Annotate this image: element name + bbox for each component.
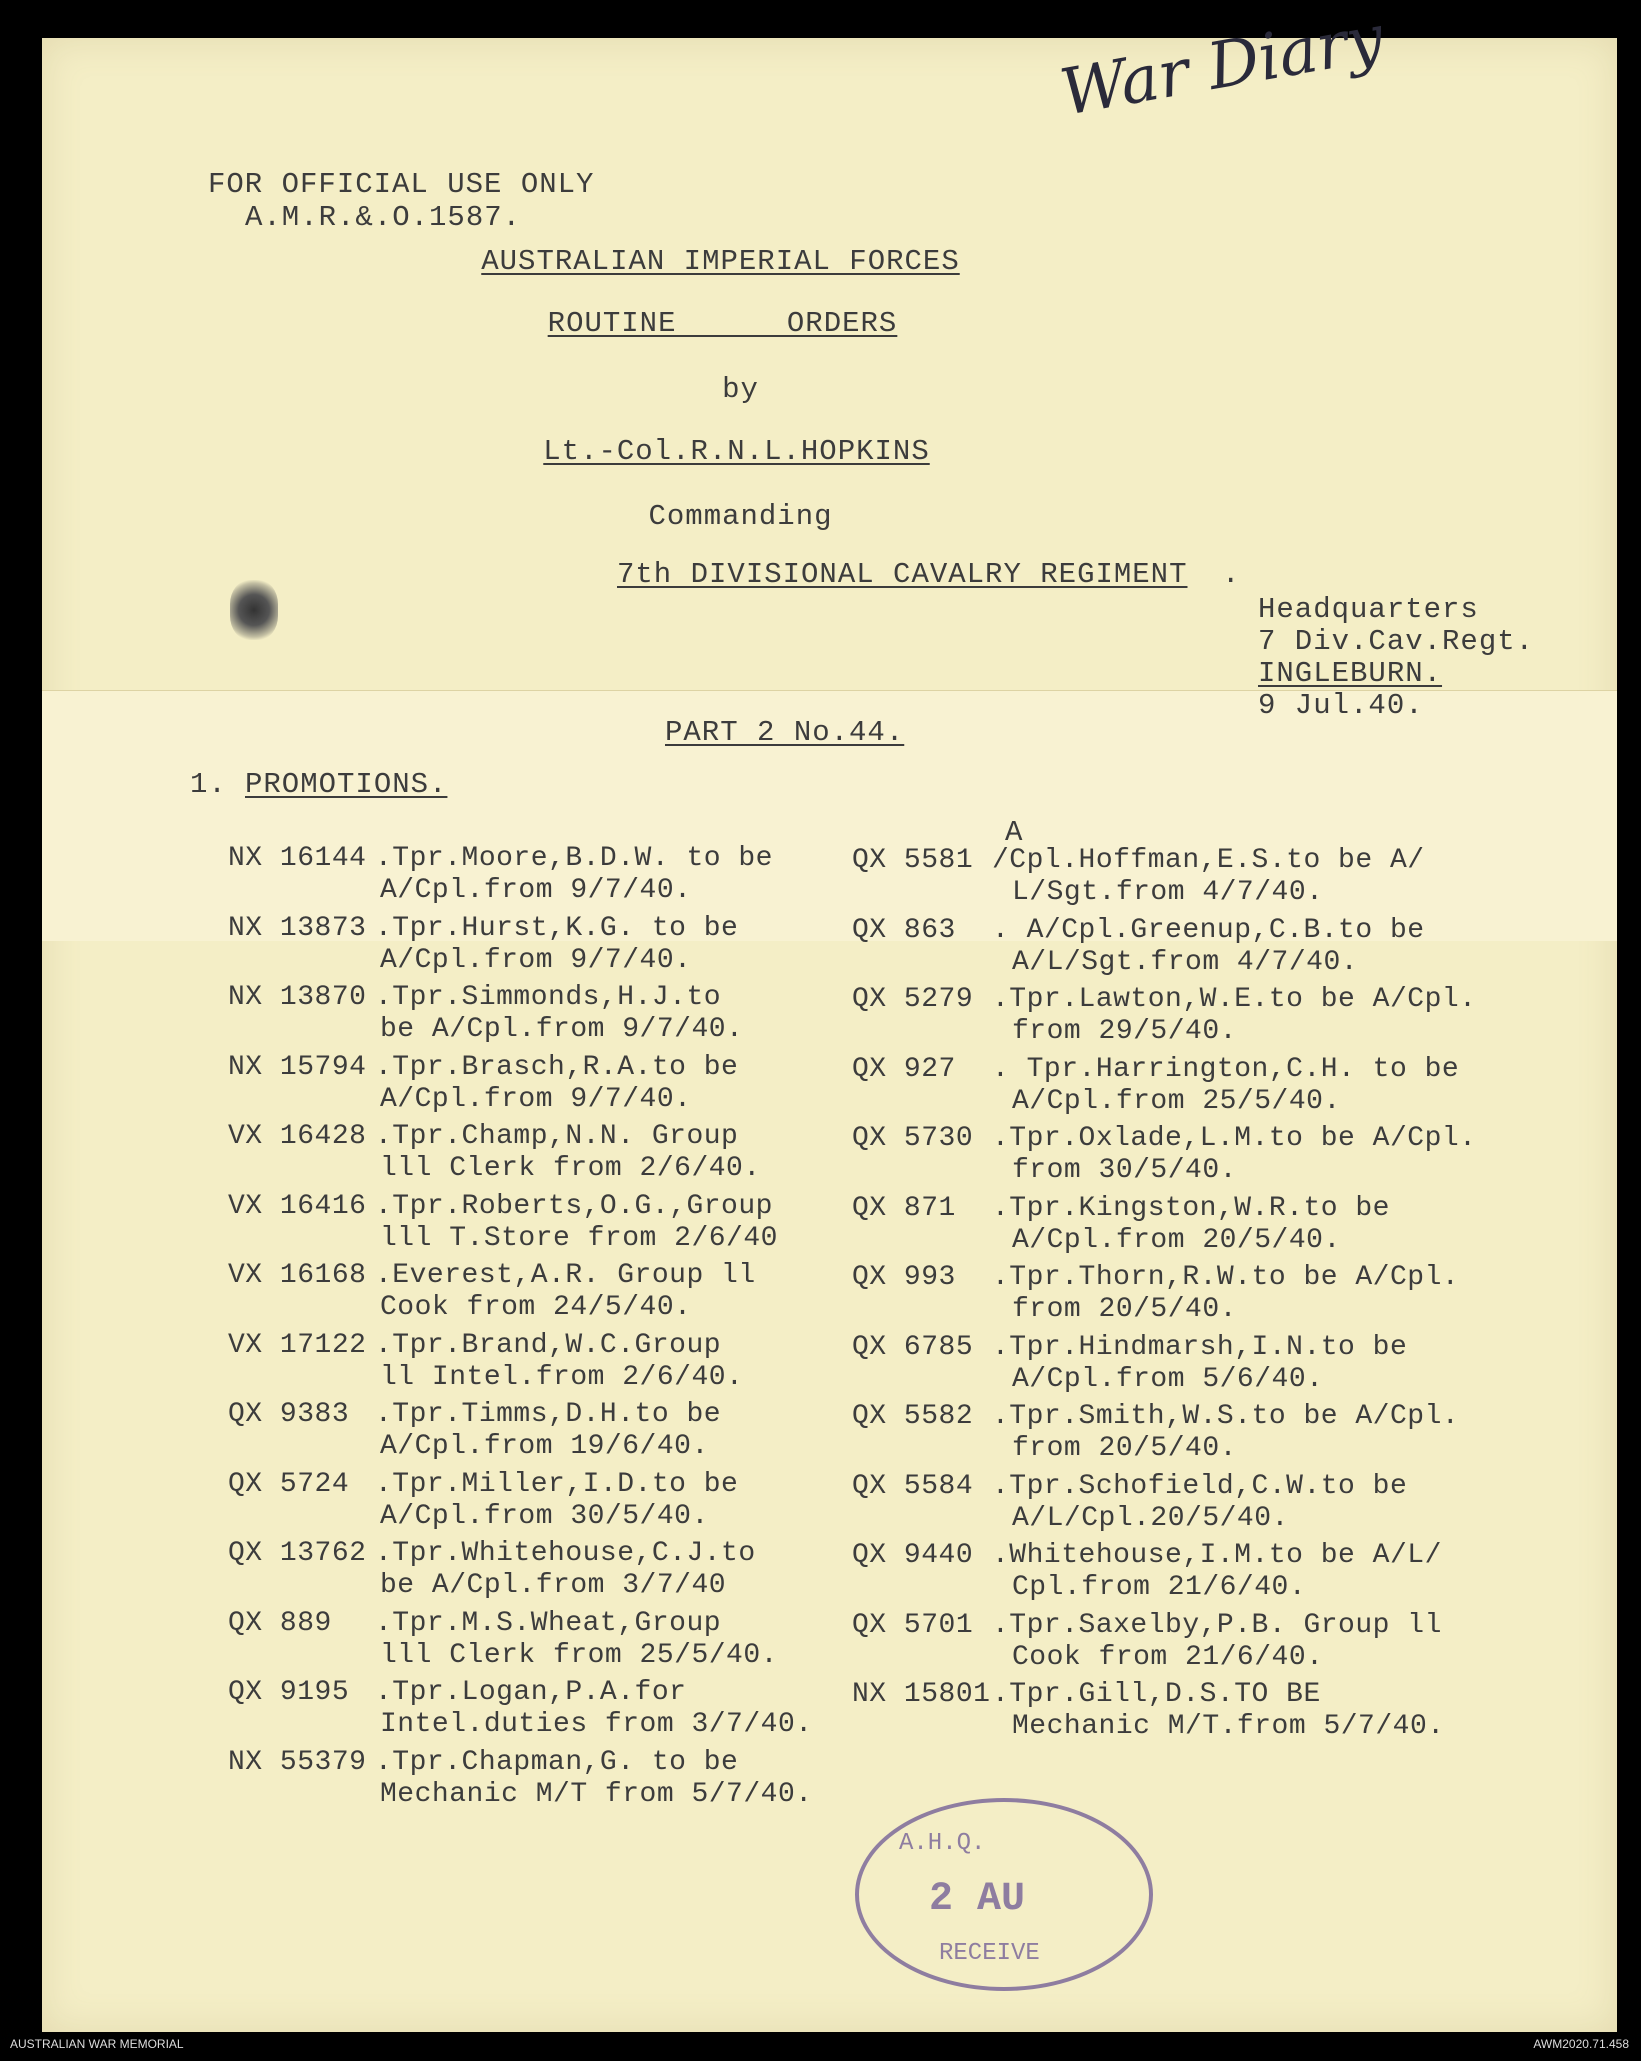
promotion-entry (228, 982, 743, 1046)
right-note-above: A (1005, 816, 1024, 849)
hq-line-4: 9 Jul.40. (1258, 689, 1424, 722)
promotion-entry (228, 1399, 721, 1463)
entry-line-1: .Tpr.Moore,B.D.W. to be (375, 843, 773, 874)
document-title: AUSTRALIAN IMPERIAL FORCES (481, 245, 960, 278)
entry-line-1: .Tpr.Saxelby,P.B. Group ll (992, 1609, 1442, 1641)
section-number: 1. (190, 768, 227, 801)
service-number: VX 16428 (228, 1121, 367, 1152)
unit-name: 7th DIVISIONAL CAVALRY REGIMENT (617, 558, 1188, 591)
entry-line-1: .Tpr.Schofield,C.W.to be (992, 1470, 1408, 1502)
handwritten-note: War Diary (1055, 1, 1389, 131)
service-number: QX 993 (852, 1262, 956, 1293)
service-number: VX 16168 (228, 1260, 367, 1291)
entry-line-1: .Everest,A.R. Group ll (375, 1260, 756, 1291)
promotion-entry (852, 915, 1425, 979)
service-number: QX 5582 (852, 1401, 974, 1432)
service-number: QX 9440 (852, 1540, 974, 1571)
entry-line-1: /Cpl.Hoffman,E.S.to be A/ (992, 845, 1425, 876)
entry-line-1: .Tpr.Smith,W.S.to be A/Cpl. (992, 1401, 1460, 1432)
entry-line-2: from 30/5/40. (1012, 1155, 1237, 1186)
entry-line-2: A/Cpl.from 9/7/40. (380, 1083, 692, 1115)
promotion-entry (852, 1471, 1407, 1535)
entry-line-1: . A/Cpl.Greenup,C.B.to be (992, 914, 1425, 946)
entry-line-2: lll T.Store from 2/6/40 (380, 1222, 778, 1254)
service-number: QX 9195 (228, 1677, 350, 1708)
entry-line-2: lll Clerk from 2/6/40. (380, 1153, 761, 1184)
part-number: PART 2 No.44. (665, 716, 905, 749)
entry-line-2: A/Cpl.from 9/7/40. (380, 944, 692, 976)
service-number: QX 889 (228, 1607, 332, 1639)
service-number: QX 863 (852, 914, 956, 946)
promotion-entry (852, 1054, 1459, 1118)
document-subtitle: ROUTINE ORDERS (547, 307, 898, 340)
promotion-entry (852, 1610, 1442, 1674)
entry-line-2: A/Cpl.from 30/5/40. (380, 1500, 709, 1532)
entry-line-2: Cpl.from 21/6/40. (1012, 1572, 1307, 1603)
service-number: VX 16416 (228, 1190, 367, 1222)
entry-line-2: A/Cpl.from 5/6/40. (1012, 1363, 1324, 1395)
promotion-entry (228, 1121, 761, 1185)
promotion-entry (228, 1469, 738, 1533)
service-number: QX 871 (852, 1192, 956, 1224)
promotion-entry (228, 1052, 738, 1116)
promotion-entry (228, 1538, 756, 1602)
entry-line-1: .Tpr.Miller,I.D.to be (375, 1468, 739, 1500)
promotion-entry (852, 984, 1476, 1048)
entry-line-2: L/Sgt.from 4/7/40. (1012, 877, 1324, 908)
entry-line-2: A/Cpl.from 20/5/40. (1012, 1224, 1341, 1256)
entry-line-1: .Tpr.Kingston,W.R.to be (992, 1192, 1390, 1224)
entry-line-2: A/Cpl.from 25/5/40. (1012, 1085, 1341, 1117)
entry-line-2: be A/Cpl.from 9/7/40. (380, 1014, 744, 1045)
service-number: NX 15801 (852, 1679, 991, 1710)
entry-line-2: from 20/5/40. (1012, 1294, 1237, 1325)
promotion-entry (852, 1262, 1459, 1326)
entry-line-1: .Tpr.Roberts,O.G.,Group (375, 1190, 773, 1222)
promotion-entry (852, 1679, 1445, 1743)
entry-line-2: lll Clerk from 25/5/40. (380, 1639, 778, 1671)
entry-line-2: Mechanic M/T from 5/7/40. (380, 1778, 813, 1810)
fingerprint-smudge (230, 580, 278, 640)
section-title: PROMOTIONS. (245, 768, 448, 801)
footer-right: AWM2020.71.458 (1533, 2037, 1629, 2051)
entry-line-1: .Tpr.Thorn,R.W.to be A/Cpl. (992, 1262, 1460, 1293)
entry-line-2: A/L/Sgt.from 4/7/40. (1012, 946, 1359, 978)
entry-line-1: .Tpr.Chapman,G. to be (375, 1746, 739, 1778)
entry-line-2: A/Cpl.from 9/7/40. (380, 875, 692, 906)
classification: FOR OFFICIAL USE ONLY (208, 168, 595, 201)
service-number: QX 5730 (852, 1123, 974, 1154)
promotion-entry (228, 1677, 813, 1741)
entry-line-2: be A/Cpl.from 3/7/40 (380, 1570, 727, 1601)
entry-line-2: ll Intel.from 2/6/40. (380, 1361, 744, 1393)
entry-line-2: Intel.duties from 3/7/40. (380, 1709, 813, 1740)
hq-line-3: INGLEBURN. (1258, 657, 1443, 690)
service-number: QX 5279 (852, 984, 974, 1015)
entry-line-1: .Tpr.Hurst,K.G. to be (375, 912, 739, 944)
entry-line-2: Mechanic M/T.from 5/7/40. (1012, 1711, 1445, 1742)
footer-left: AUSTRALIAN WAR MEMORIAL (10, 2037, 184, 2051)
service-number: NX 15794 (228, 1051, 367, 1083)
hq-line-2: 7 Div.Cav.Regt. (1258, 625, 1535, 658)
service-number: QX 9383 (228, 1399, 350, 1430)
entry-line-1: .Tpr.Brand,W.C.Group (375, 1329, 722, 1361)
by-label: by (722, 373, 759, 406)
service-number: QX 5584 (852, 1470, 974, 1502)
promotion-entry (228, 1191, 778, 1255)
service-number: QX 5581 (852, 845, 974, 876)
entry-line-1: .Tpr.Simmonds,H.J.to (375, 982, 722, 1013)
entry-line-1: .Tpr.Oxlade,L.M.to be A/Cpl. (992, 1123, 1477, 1154)
entry-line-1: .Tpr.Champ,N.N. Group (375, 1121, 739, 1152)
entry-line-1: .Tpr.Hindmarsh,I.N.to be (992, 1331, 1408, 1363)
service-number: NX 13870 (228, 982, 367, 1013)
promotion-entry (852, 1193, 1390, 1257)
promotion-entry (228, 1330, 743, 1394)
promotion-entry (228, 913, 738, 977)
promotion-entry (852, 845, 1425, 909)
service-number: QX 6785 (852, 1331, 974, 1363)
entry-line-2: from 29/5/40. (1012, 1016, 1237, 1047)
entry-line-1: .Tpr.Brasch,R.A.to be (375, 1051, 739, 1083)
entry-line-1: .Tpr.Lawton,W.E.to be A/Cpl. (992, 984, 1477, 1015)
promotion-entry (852, 1401, 1459, 1465)
service-number: NX 13873 (228, 912, 367, 944)
stamp-line-1: A.H.Q. (899, 1830, 986, 1857)
service-number: NX 55379 (228, 1746, 367, 1778)
stamp-line-3: RECEIVE (939, 1940, 1040, 1967)
promotion-entry (852, 1332, 1407, 1396)
entry-line-1: .Tpr.Gill,D.S.TO BE (992, 1679, 1321, 1710)
reference-number: A.M.R.&.O.1587. (245, 201, 522, 234)
officer-name: Lt.-Col.R.N.L.HOPKINS (543, 435, 930, 468)
entry-line-1: .Tpr.Whitehouse,C.J.to (375, 1538, 756, 1569)
entry-line-2: A/Cpl.from 19/6/40. (380, 1431, 709, 1462)
entry-line-1: .Whitehouse,I.M.to be A/L/ (992, 1540, 1442, 1571)
promotion-entry (228, 1260, 756, 1324)
stamp-line-2: 2 AU (929, 1877, 1026, 1922)
service-number: VX 17122 (228, 1329, 367, 1361)
service-number: QX 5724 (228, 1468, 350, 1500)
entry-line-1: .Tpr.Timms,D.H.to be (375, 1399, 722, 1430)
unit-trail: . (1222, 558, 1241, 591)
service-number: QX 927 (852, 1053, 956, 1085)
promotion-entry (228, 843, 773, 907)
commanding-label: Commanding (648, 500, 833, 533)
entry-line-2: Cook from 24/5/40. (380, 1292, 692, 1323)
entry-line-1: .Tpr.Logan,P.A.for (375, 1677, 687, 1708)
received-stamp (855, 1798, 1153, 1991)
promotion-entry (228, 1747, 813, 1811)
promotion-entry (852, 1123, 1476, 1187)
service-number: NX 16144 (228, 843, 367, 874)
promotion-entry (852, 1540, 1442, 1604)
entry-line-2: A/L/Cpl.20/5/40. (1012, 1502, 1289, 1534)
hq-line-1: Headquarters (1258, 593, 1479, 626)
entry-line-2: Cook from 21/6/40. (1012, 1641, 1324, 1673)
entry-line-1: .Tpr.M.S.Wheat,Group (375, 1607, 722, 1639)
entry-line-2: from 20/5/40. (1012, 1433, 1237, 1464)
entry-line-1: . Tpr.Harrington,C.H. to be (992, 1053, 1460, 1085)
promotion-entry (228, 1608, 778, 1672)
service-number: QX 5701 (852, 1609, 974, 1641)
service-number: QX 13762 (228, 1538, 367, 1569)
